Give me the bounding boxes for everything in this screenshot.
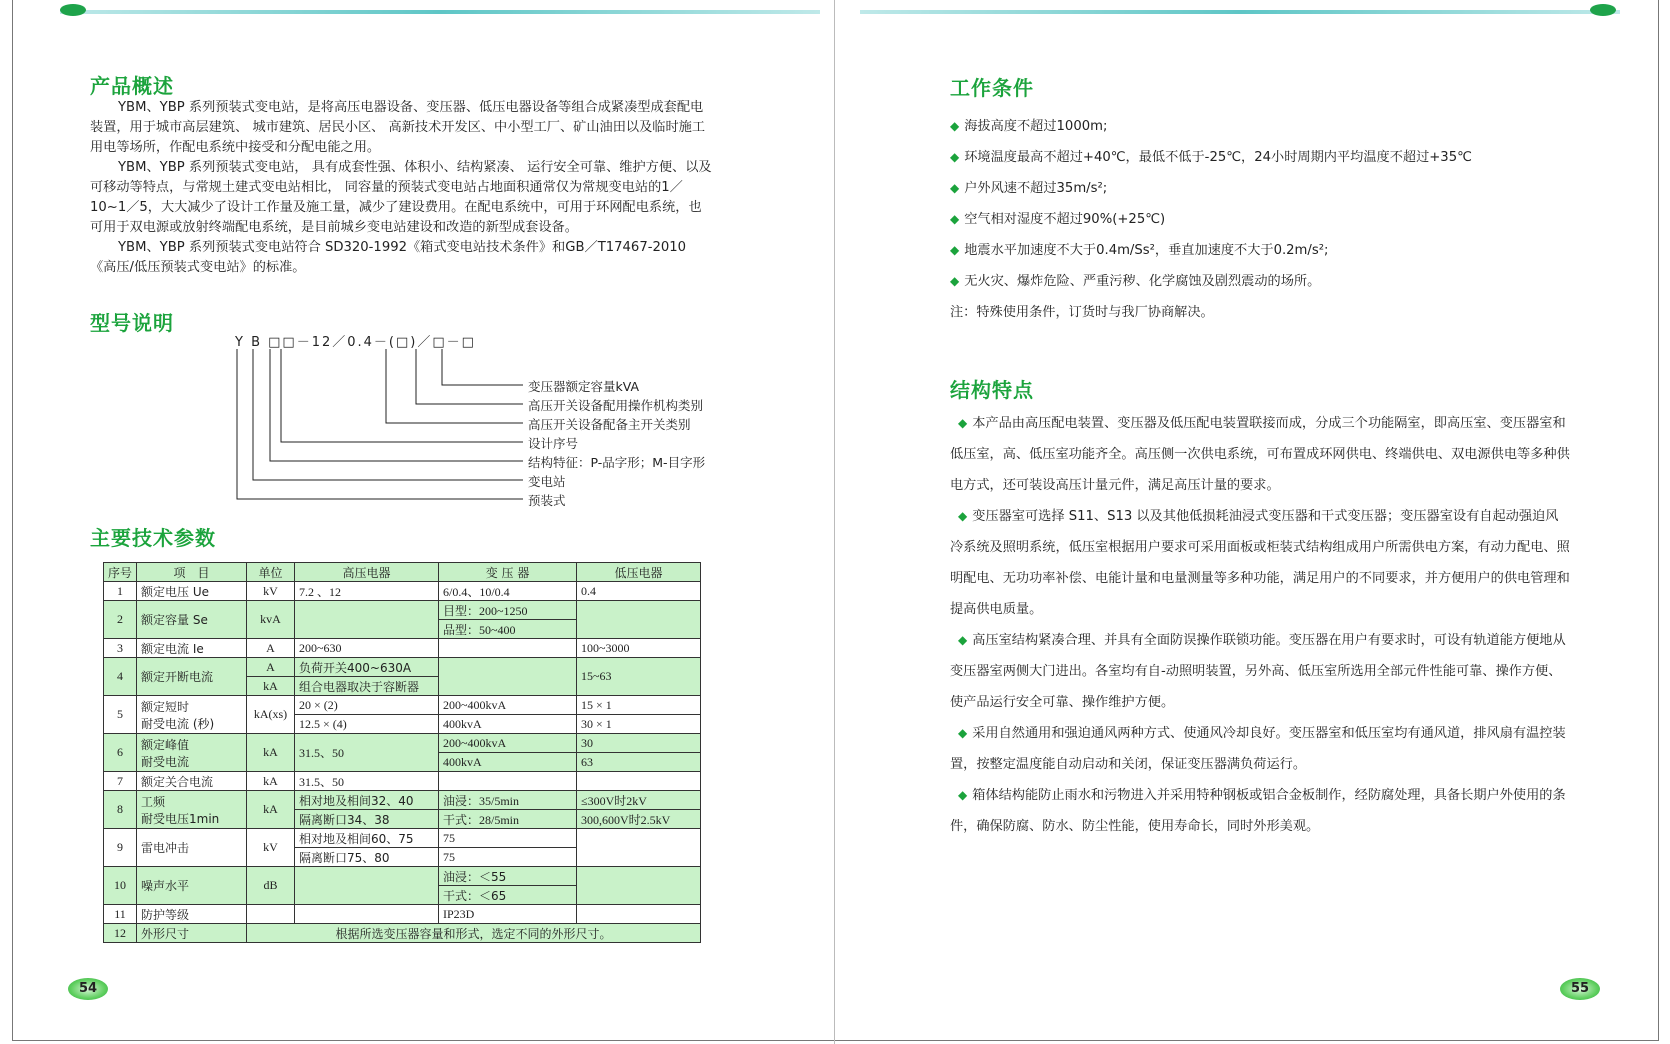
- diamond-icon: ◆: [950, 212, 960, 226]
- row-lv: [577, 905, 701, 924]
- header-cell: 项 目: [137, 563, 247, 582]
- model-label: 设计序号: [528, 436, 579, 451]
- structure-item: [950, 625, 1570, 718]
- structure-heading: 结构特点: [950, 378, 1034, 402]
- condition-item: [950, 115, 1107, 134]
- diamond-icon: ◆: [950, 119, 960, 133]
- row-unit: kvA: [247, 601, 295, 639]
- model-diagram: [100, 325, 740, 515]
- table-header-row: [104, 563, 701, 582]
- row-hv: 组合电器取决于容断器: [295, 677, 439, 696]
- row-hv: [295, 905, 439, 924]
- row-lv: [577, 772, 701, 791]
- table-row: [104, 582, 701, 601]
- table-row: [104, 924, 701, 943]
- row-number: 4: [104, 658, 137, 696]
- top-decoration-right: [860, 10, 1620, 14]
- row-number: 10: [104, 867, 137, 905]
- table-row: [104, 696, 701, 715]
- condition-item: [950, 146, 1472, 165]
- row-tr: 75: [439, 848, 577, 867]
- row-unit: A: [247, 658, 295, 677]
- model-label: 变电站: [528, 474, 566, 489]
- diamond-icon: ◆: [958, 788, 968, 802]
- row-item: 外形尺寸: [137, 924, 247, 943]
- header-cell: 变 压 器: [439, 563, 577, 582]
- row-unit: kA: [247, 791, 295, 829]
- row-number: 1: [104, 582, 137, 601]
- row-lv: 100~3000: [577, 639, 701, 658]
- row-tr: 目型：200~1250: [439, 601, 577, 620]
- row-lv: [577, 829, 701, 867]
- row-item-line: 耐受电压1min: [141, 811, 220, 826]
- row-item: 额定关合电流: [137, 772, 247, 791]
- table-row: [104, 601, 701, 620]
- row-tr: 品型：50~400: [439, 620, 577, 639]
- top-dot-right: [1590, 4, 1616, 16]
- row-item: 雷电冲击: [137, 829, 247, 867]
- page-number-right: 55: [1560, 978, 1600, 1000]
- structure-item: [950, 408, 1570, 501]
- row-tr: 油浸：35/5min: [439, 791, 577, 810]
- row-tr: [439, 639, 577, 658]
- page-gutter: [834, 0, 835, 1044]
- diamond-icon: ◆: [950, 150, 960, 164]
- model-label: 高压开关设备配用操作机构类别: [528, 398, 704, 413]
- row-hv: 31.5、50: [295, 734, 439, 772]
- row-unit: dB: [247, 867, 295, 905]
- diamond-icon: ◆: [950, 274, 960, 288]
- row-number: 7: [104, 772, 137, 791]
- page-number-left: 54: [68, 978, 108, 1000]
- condition-text: 空气相对湿度不超过90%(+25℃): [964, 212, 1166, 227]
- table-row: [104, 791, 701, 810]
- row-hv: 200~630: [295, 639, 439, 658]
- row-tr: 400kvA: [439, 753, 577, 772]
- header-cell: 单位: [247, 563, 295, 582]
- model-code: Y B □□－12／0.4－(□)／□－□: [235, 335, 476, 350]
- diamond-icon: ◆: [958, 416, 968, 430]
- row-lv: 30 × 1: [577, 715, 701, 734]
- row-unit: kA: [247, 734, 295, 772]
- overview-paragraph: YBM、YBP 系列预装式变电站，是将高压电器设备、变压器、低压电器设备等组合成紧凑型成套配电装置，用于城市高层建筑、 城市建筑、居民小区、 高新技术开发区、中小型工厂、矿山油田以及临时施工用电等场所，作配电系统中接受和分配电能之用。: [90, 100, 706, 155]
- table-row: [104, 867, 701, 886]
- row-item: [137, 791, 247, 829]
- row-item: 额定开断电流: [137, 658, 247, 696]
- model-heading: 型号说明: [90, 311, 174, 335]
- structure-list: [950, 408, 1570, 842]
- row-hv: 相对地及相间32、40: [295, 791, 439, 810]
- params-table: [103, 562, 701, 943]
- row-tr: [439, 772, 577, 791]
- row-item-line: 耐受电流 (秒): [141, 716, 215, 731]
- diamond-icon: ◆: [958, 726, 968, 740]
- top-decoration-left: [60, 10, 820, 14]
- model-leader-lines: [100, 325, 540, 515]
- table-row: [104, 829, 701, 848]
- row-tr: 200~400kvA: [439, 696, 577, 715]
- row-tr: 6/0.4、10/0.4: [439, 582, 577, 601]
- header-cell: 高压电器: [295, 563, 439, 582]
- condition-item: [950, 239, 1328, 258]
- row-number: 11: [104, 905, 137, 924]
- row-item: 额定电压 Ue: [137, 582, 247, 601]
- condition-text: 地震水平加速度不大于0.4m/Ss²，垂直加速度不大于0.2m/s²;: [964, 243, 1329, 258]
- row-item: 噪声水平: [137, 867, 247, 905]
- row-item: 防护等级: [137, 905, 247, 924]
- row-unit: [247, 905, 295, 924]
- structure-text: 本产品由高压配电装置、变压器及低压配电装置联接而成，分成三个功能隔室，即高压室、变压器室和低压室，高、低压室功能齐全。高压侧一次供电系统，可布置成环网供电、终端供电、双电源供电等多种供电方式，还可装设高压计量元件，满足高压计量的要求。: [950, 416, 1570, 493]
- row-hv: 隔离断口75、80: [295, 848, 439, 867]
- row-tr: 200~400kvA: [439, 734, 577, 753]
- table-row: [104, 734, 701, 753]
- row-hv: 负荷开关400~630A: [295, 658, 439, 677]
- overview-paragraph: YBM、YBP 系列预装式变电站符合 SD320-1992《箱式变电站技术条件》和GB／T17467-2010《高压/低压预装式变电站》的标准。: [90, 240, 687, 275]
- conditions-heading: 工作条件: [950, 76, 1034, 100]
- row-tr: [439, 658, 577, 696]
- row-number: 2: [104, 601, 137, 639]
- overview-heading: 产品概述: [90, 74, 174, 98]
- model-label: 预装式: [528, 493, 566, 508]
- row-tr: 干式：＜65: [439, 886, 577, 905]
- model-label: 结构特征：P-品字形；M-目字形: [528, 455, 706, 470]
- condition-note: 注：特殊使用条件，订货时与我厂协商解决。: [950, 305, 1214, 320]
- condition-text: 户外风速不超过35m/s²;: [964, 181, 1108, 196]
- structure-item: [950, 718, 1570, 780]
- row-hv: 12.5 × (4): [295, 715, 439, 734]
- row-number: 3: [104, 639, 137, 658]
- row-item-line: 工频: [141, 794, 166, 809]
- row-tr: 400kvA: [439, 715, 577, 734]
- diamond-icon: ◆: [958, 509, 968, 523]
- table-row: [104, 905, 701, 924]
- header-cell: 序号: [104, 563, 137, 582]
- row-number: 8: [104, 791, 137, 829]
- row-number: 6: [104, 734, 137, 772]
- condition-item: [950, 208, 1165, 227]
- diamond-icon: ◆: [958, 633, 968, 647]
- row-lv: 30: [577, 734, 701, 753]
- table-row: [104, 639, 701, 658]
- params-heading: 主要技术参数: [90, 526, 216, 550]
- row-unit: kA: [247, 677, 295, 696]
- row-unit: kV: [247, 829, 295, 867]
- row-lv: 300,600V时2.5kV: [577, 810, 701, 829]
- row-hv: [295, 601, 439, 639]
- model-label: 变压器额定容量kVA: [528, 379, 640, 394]
- row-hv: 隔离断口34、38: [295, 810, 439, 829]
- row-tr: 75: [439, 829, 577, 848]
- row-lv: 15~63: [577, 658, 701, 696]
- header-cell: 低压电器: [577, 563, 701, 582]
- row-lv: 0.4: [577, 582, 701, 601]
- row-unit: A: [247, 639, 295, 658]
- structure-text: 箱体结构能防止雨水和污物进入并采用特种钢板或铝合金板制作，经防腐处理，具备长期户外使用的条件，确保防腐、防水、防尘性能，使用寿命长，同时外形美观。: [950, 788, 1566, 834]
- diamond-icon: ◆: [950, 181, 960, 195]
- condition-item: [950, 177, 1107, 196]
- row-unit: kA(xs): [247, 696, 295, 734]
- condition-item: [950, 270, 1320, 289]
- table-row: [104, 658, 701, 677]
- row-item: 额定电流 Ie: [137, 639, 247, 658]
- row-item-line: 额定短时: [141, 699, 190, 714]
- row-item: [137, 696, 247, 734]
- row-lv: 63: [577, 753, 701, 772]
- structure-item: [950, 780, 1570, 842]
- structure-item: [950, 501, 1570, 625]
- row-item: [137, 734, 247, 772]
- row-span-text: 根据所选变压器容量和形式，选定不同的外形尺寸。: [247, 924, 701, 943]
- structure-text: 高压室结构紧凑合理、并具有全面防误操作联锁功能。变压器在用户有要求时，可设有轨道能方便地从变压器室两侧大门进出。各室均有自-动照明装置，另外高、低压室所选用全部元件性能可靠、操作方便、使产品运行安全可靠、操作维护方便。: [950, 633, 1566, 710]
- row-item: 额定容量 Se: [137, 601, 247, 639]
- overview-text: [90, 98, 712, 278]
- model-label: 高压开关设备配备主开关类别: [528, 417, 691, 432]
- condition-text: 环境温度最高不超过+40℃，最低不低于-25℃，24小时周期内平均温度不超过+35℃: [964, 150, 1472, 165]
- top-dot-left: [60, 4, 86, 16]
- overview-paragraph: YBM、YBP 系列预装式变电站， 具有成套性强、体积小、结构紧凑、 运行安全可靠、维护方便、以及可移动等特点，与常规土建式变电站相比， 同容量的预装式变电站占地面积通常仅为常规变电站的1／10~1／5，大大减少了设计工作量及施工量，减少了建设费用。在配电系统中，可用于环网配电系统，也可用于双电源或放射终端配电系统，是目前城乡变电站建设和改造的新型成套设备。: [90, 160, 712, 235]
- row-unit: kA: [247, 772, 295, 791]
- row-lv: ≤300V时2kV: [577, 791, 701, 810]
- row-tr: 干式：28/5min: [439, 810, 577, 829]
- row-hv: 31.5、50: [295, 772, 439, 791]
- row-hv: 7.2 、12: [295, 582, 439, 601]
- row-hv: 20 × (2): [295, 696, 439, 715]
- row-hv: [295, 867, 439, 905]
- row-lv: 15 × 1: [577, 696, 701, 715]
- structure-text: 采用自然通用和强迫通风两种方式、使通风冷却良好。变压器室和低压室均有通风道，排风扇有温控装置，按整定温度能自动启动和关闭，保证变压器满负荷运行。: [950, 726, 1566, 772]
- diamond-icon: ◆: [950, 243, 960, 257]
- row-number: 12: [104, 924, 137, 943]
- row-number: 5: [104, 696, 137, 734]
- row-item-line: 耐受电流: [141, 754, 190, 769]
- row-hv: 相对地及相间60、75: [295, 829, 439, 848]
- condition-text: 海拔高度不超过1000m;: [964, 119, 1108, 134]
- table-row: [104, 772, 701, 791]
- condition-text: 无火灾、爆炸危险、严重污秽、化学腐蚀及剧烈震动的场所。: [964, 274, 1321, 289]
- row-lv: [577, 867, 701, 905]
- row-tr: IP23D: [439, 905, 577, 924]
- row-number: 9: [104, 829, 137, 867]
- structure-text: 变压器室可选择 S11、S13 以及其他低损耗油浸式变压器和干式变压器；变压器室设有自起动强迫风冷系统及照明系统，低压室根据用户要求可采用面板或柜装式结构组成用户所需供电方案，有动力配电、照明配电、无功功率补偿、电能计量和电量测量等多种功能，满足用户的不同要求，并方便用户的供电管理和提高供电质量。: [950, 509, 1570, 617]
- row-item-line: 额定峰值: [141, 737, 190, 752]
- row-tr: 油浸：＜55: [439, 867, 577, 886]
- row-unit: kV: [247, 582, 295, 601]
- row-lv: [577, 601, 701, 639]
